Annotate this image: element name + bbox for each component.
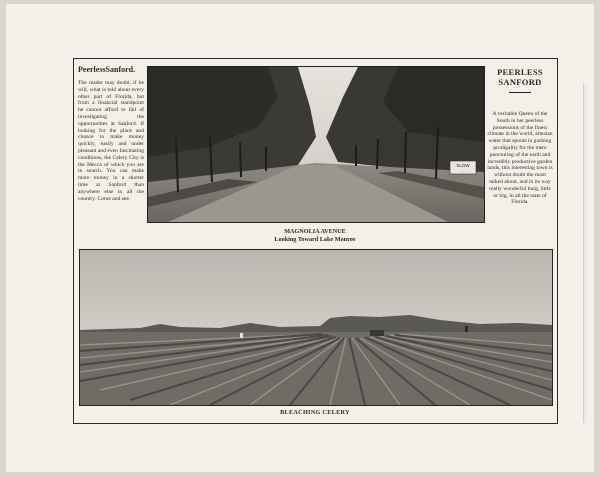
left-text-column bbox=[78, 65, 144, 245]
right-text-column bbox=[487, 65, 553, 245]
title-rule bbox=[509, 92, 531, 93]
bleaching-celery-caption: BLEACHING CELERY bbox=[280, 409, 350, 416]
magnolia-avenue-photo bbox=[147, 66, 485, 223]
caption-subtitle: Looking Toward Lake Monroe bbox=[274, 235, 356, 243]
caption-title: MAGNOLIA AVENUE bbox=[284, 228, 346, 235]
right-column-title-2: SANFORD bbox=[498, 77, 542, 87]
magnolia-avenue-image bbox=[148, 67, 484, 222]
right-column-title-1: PEERLESS bbox=[497, 67, 543, 77]
right-column-body: A veritable Queen of the South in her peerless possessions of the finest climate in the world, artesian water that spouts in gushing prodigality for the mere puncturing of the earth and incredibly productive garden lands, this interesting town is without doubt the most talked about, and in its way really wonderful burg, little or big, in all the state of Florida. bbox=[487, 111, 553, 206]
bleaching-celery-image bbox=[80, 250, 552, 405]
magnolia-avenue-caption bbox=[147, 228, 483, 243]
content-frame bbox=[73, 58, 558, 424]
page-edge bbox=[583, 83, 587, 423]
bleaching-celery-photo bbox=[79, 249, 553, 406]
left-column-body: The reader may doubt, if he will, what is told about every other part of Florida, but from a financial standpoint he cannot afford to fail of investigating the opportunities at Sanford. If looking for the place and chance to make money quickly, easily and under pleasant and even fascinating conditions, the Celery City is the Mecca of which you are in search. You can make more money in a shorter time at Sanford than anywhere else in all the country. Come and see. bbox=[78, 80, 144, 202]
left-column-title: PeerlessSanford. bbox=[78, 65, 136, 74]
sign-text-2: ... bbox=[461, 169, 465, 173]
sign-text-1: SLOW bbox=[456, 163, 470, 168]
